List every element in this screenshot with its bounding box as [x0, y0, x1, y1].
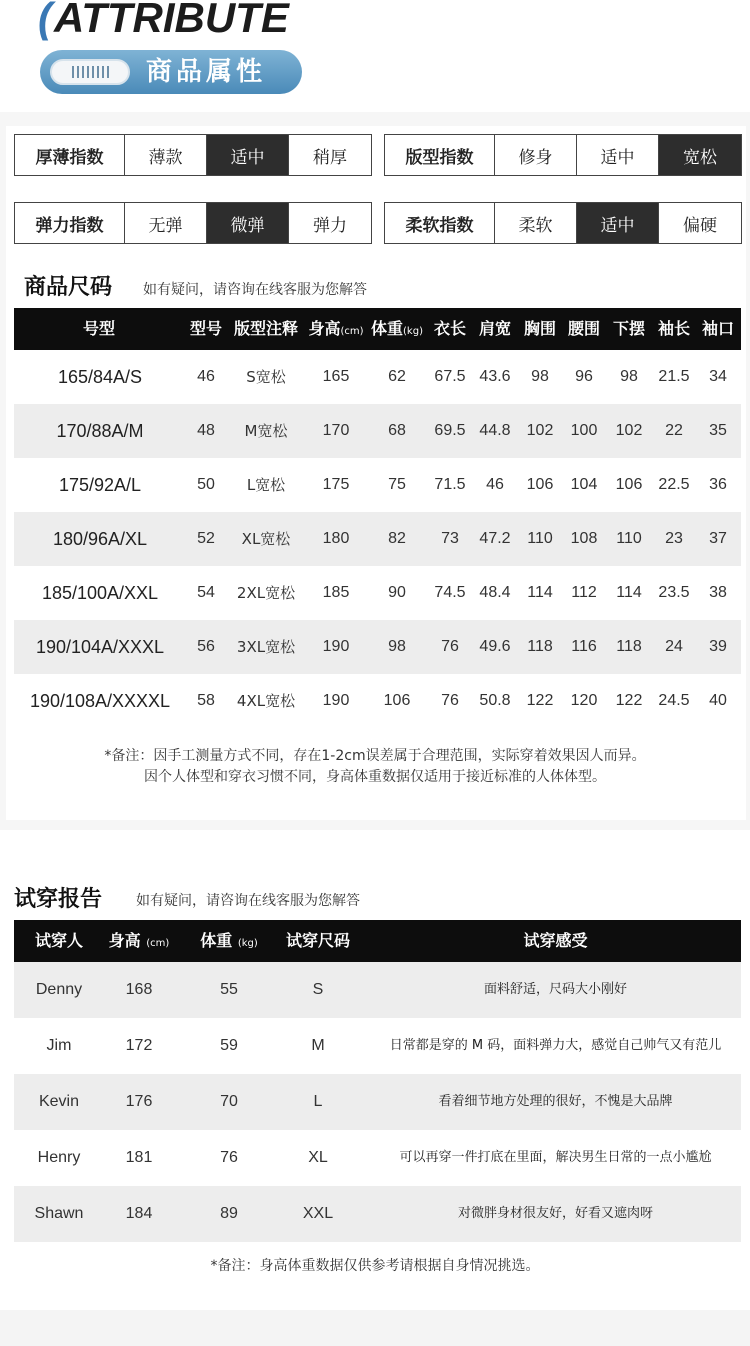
size-table-cell: 76 — [441, 638, 459, 655]
size-table-cell: XL宽松 — [241, 530, 291, 548]
size-table-cell: 22.5 — [658, 476, 690, 493]
size-table-cell: 36 — [709, 476, 727, 493]
size-table-row — [14, 458, 741, 512]
attr-label: 柔软指数 — [385, 203, 495, 243]
try-on-table-cell: 176 — [125, 1093, 153, 1110]
attr-softness — [384, 202, 742, 244]
size-table-cell: 3XL宽松 — [236, 638, 296, 656]
size-table-cell: 40 — [709, 692, 727, 709]
size-table-cell: S宽松 — [246, 368, 286, 386]
try-on-table-cell: 面料舒适，尺码大小刚好 — [483, 982, 627, 997]
try-on-table-row — [14, 1130, 741, 1186]
col-header: 号型 — [82, 319, 115, 338]
col-header: 袖长 — [657, 319, 690, 338]
col-header: 试穿人 — [34, 931, 83, 950]
size-table-cell: 112 — [571, 584, 597, 601]
attr-fit — [384, 134, 742, 176]
size-table-cell: 190 — [322, 692, 350, 709]
size-table-cell: 23 — [665, 530, 683, 547]
size-table-cell: 106 — [383, 692, 411, 709]
try-on-table-cell: 55 — [220, 981, 238, 998]
size-table-cell: 185/100A/XXL — [41, 583, 159, 603]
try-on-table-cell: 184 — [125, 1205, 153, 1222]
size-table-row — [14, 674, 741, 728]
try-on-table-cell: XL — [308, 1149, 328, 1166]
size-table-cell: 54 — [197, 584, 215, 601]
try-on-table-cell: Shawn — [34, 1205, 84, 1222]
try-on-table-cell: 看着细节地方处理的很好，不愧是大品牌 — [438, 1094, 673, 1109]
size-table-cell: 98 — [531, 368, 549, 385]
attr-option: 无弹 — [125, 203, 207, 243]
attr-thickness — [14, 134, 372, 176]
attr-option-selected: 适中 — [577, 203, 659, 243]
size-table-cell: 39 — [709, 638, 727, 655]
col-header: 体重(kg) — [371, 319, 423, 338]
size-table-cell: 114 — [616, 584, 642, 601]
attr-label: 版型指数 — [385, 135, 495, 175]
size-table-cell: 22 — [665, 422, 683, 439]
size-table-row — [14, 350, 741, 404]
size-table-cell: 98 — [388, 638, 406, 655]
try-on-table-cell: Henry — [37, 1149, 81, 1166]
size-table-row — [14, 566, 741, 620]
size-table-cell: 24.5 — [658, 692, 690, 709]
size-table-cell: 73 — [441, 530, 459, 547]
size-table-cell: 118 — [527, 638, 553, 655]
try-on-table-cell: 对微胖身材很友好，好看又遮肉呀 — [457, 1206, 653, 1221]
size-table-cell: 170/88A/M — [56, 421, 144, 441]
try-on-table-row — [14, 1186, 741, 1242]
header-title-en: (ATTRIBUTE — [38, 0, 289, 41]
col-header: 腰围 — [567, 319, 600, 338]
size-table-cell: 43.6 — [479, 368, 511, 385]
try-on-subtitle: 如有疑问，请咨询在线客服为您解答 — [136, 893, 360, 909]
size-table-cell: 48 — [197, 422, 215, 439]
size-table-cell: 21.5 — [658, 368, 690, 385]
try-on-table-cell: Jim — [46, 1037, 72, 1054]
attr-option: 修身 — [495, 135, 577, 175]
try-on-table-cell: L — [313, 1093, 323, 1110]
attr-label: 弹力指数 — [15, 203, 125, 243]
size-table-cell: 75 — [388, 476, 406, 493]
size-table-cell: 100 — [570, 422, 598, 439]
size-table-cell: 175 — [322, 476, 350, 493]
size-table-cell: 110 — [527, 530, 553, 547]
size-table-cell: 76 — [441, 692, 459, 709]
size-table-cell: 50.8 — [479, 692, 511, 709]
size-table-cell: 23.5 — [658, 584, 690, 601]
page-header — [0, 0, 750, 112]
attr-option: 偏硬 — [683, 215, 717, 236]
try-on-table-cell: M — [311, 1037, 325, 1054]
size-table-cell: 71.5 — [434, 476, 466, 493]
size-table-cell: 52 — [197, 530, 215, 547]
attr-option-selected: 微弹 — [207, 203, 289, 243]
col-header: 试穿感受 — [523, 931, 588, 950]
size-table-cell: 106 — [526, 476, 554, 493]
size-table-cell: 24 — [665, 638, 683, 655]
size-table-cell: 46 — [486, 476, 504, 493]
try-on-table-cell: 89 — [220, 1205, 238, 1222]
size-note-1: *备注：因手工测量方式不同，存在1-2cm误差属于合理范围，实际穿着效果因人而异。 — [104, 748, 646, 764]
size-table-cell: 108 — [570, 530, 598, 547]
try-on-note: *备注：身高体重数据仅供参考请根据自身情况挑选。 — [210, 1258, 540, 1274]
size-table-cell: 170 — [322, 422, 350, 439]
size-table-cell: 122 — [526, 692, 554, 709]
size-table-cell: 82 — [388, 530, 406, 547]
col-header: 衣长 — [433, 319, 466, 338]
col-header: 型号 — [189, 319, 222, 338]
try-on-table-cell: 可以再穿一件打底在里面，解决男生日常的一点小尴尬 — [399, 1150, 712, 1165]
size-table-cell: 62 — [388, 368, 406, 385]
size-table-cell: 46 — [197, 368, 215, 385]
size-table-cell: 34 — [709, 368, 727, 385]
size-table-cell: 185 — [322, 584, 350, 601]
attr-option: 稍厚 — [313, 147, 347, 168]
size-table-cell: 56 — [197, 638, 215, 655]
attr-label: 厚薄指数 — [15, 135, 125, 175]
try-on-table-cell: Denny — [35, 981, 83, 998]
col-header: 版型注释 — [233, 319, 298, 338]
try-on-table-cell: S — [312, 981, 324, 998]
try-on-table-header — [14, 920, 741, 962]
try-on-table-row — [14, 1074, 741, 1130]
attr-option: 薄款 — [125, 135, 207, 175]
size-table-cell: 102 — [615, 422, 643, 439]
size-table-cell: 96 — [575, 368, 593, 385]
size-table-row — [14, 404, 741, 458]
size-table-header — [14, 308, 741, 350]
size-chart-subtitle: 如有疑问，请咨询在线客服为您解答 — [143, 282, 367, 298]
header-title-cn: 商品属性 — [146, 57, 267, 87]
size-table-cell: 165 — [322, 368, 350, 385]
size-table-cell: 74.5 — [434, 584, 466, 601]
size-table-cell: 38 — [709, 584, 727, 601]
size-table-cell: 190 — [322, 638, 350, 655]
size-table-cell: 106 — [615, 476, 643, 493]
size-table-cell: 50 — [197, 476, 215, 493]
try-on-table-cell: XXL — [302, 1205, 334, 1222]
size-section — [0, 112, 750, 830]
size-table-cell: 35 — [709, 422, 727, 439]
header-badge — [40, 50, 302, 94]
try-on-table-cell: 70 — [220, 1093, 238, 1110]
size-table-row — [14, 620, 741, 674]
try-on-table-cell: Kevin — [38, 1093, 80, 1110]
size-table-cell: 190/104A/XXXL — [35, 637, 165, 657]
size-table-cell: 44.8 — [479, 422, 511, 439]
try-on-table-cell: 168 — [125, 981, 153, 998]
try-on-table-cell: 172 — [125, 1037, 153, 1054]
try-on-section — [0, 830, 750, 1346]
size-table-cell: 110 — [616, 530, 642, 547]
attr-option-selected: 宽松 — [659, 135, 741, 175]
attr-option: 柔软 — [495, 203, 577, 243]
col-header: 体重 (kg) — [200, 931, 258, 950]
col-header: 身高(cm) — [308, 319, 364, 338]
size-table-row — [14, 512, 741, 566]
size-table-cell: 116 — [571, 638, 597, 655]
try-on-title: 试穿报告 — [14, 887, 103, 912]
col-header: 胸围 — [523, 319, 556, 338]
col-header: 身高 (cm) — [108, 931, 170, 950]
size-table-cell: 180/96A/XL — [52, 529, 148, 549]
attr-option: 弹力 — [313, 215, 347, 236]
attr-elasticity — [14, 202, 372, 244]
size-table-cell: 180 — [322, 530, 350, 547]
try-on-table-row — [14, 962, 741, 1018]
size-table-cell: 120 — [570, 692, 598, 709]
size-table-cell: 58 — [197, 692, 215, 709]
size-table-cell: 37 — [709, 530, 727, 547]
size-table-cell: 49.6 — [479, 638, 511, 655]
size-table-cell: 175/92A/L — [58, 475, 142, 495]
size-note-2: 因个人体型和穿衣习惯不同，身高体重数据仅适用于接近标准的人体体型。 — [144, 769, 606, 785]
size-table-cell: L宽松 — [246, 476, 286, 494]
size-table-cell: 67.5 — [434, 368, 466, 385]
size-table-cell: 90 — [388, 584, 406, 601]
attr-option: 适中 — [577, 135, 659, 175]
col-header: 肩宽 — [478, 319, 511, 338]
attr-option-selected: 适中 — [207, 135, 289, 175]
size-table-cell: 190/108A/XXXXL — [29, 691, 171, 711]
try-on-table-cell: 日常都是穿的 M 码，面料弹力大，感觉自己帅气又有范儿 — [389, 1038, 722, 1053]
size-table-cell: 47.2 — [479, 530, 511, 547]
size-table-cell: 118 — [616, 638, 642, 655]
size-table-cell: 68 — [388, 422, 406, 439]
size-table-cell: 48.4 — [479, 584, 511, 601]
size-table-cell: 165/84A/S — [57, 367, 143, 387]
capsule-icon — [50, 59, 130, 85]
size-table-cell: 114 — [527, 584, 553, 601]
try-on-table-row — [14, 1018, 741, 1074]
size-table-cell: 122 — [615, 692, 643, 709]
size-table-cell: 104 — [570, 476, 598, 493]
col-header: 下摆 — [612, 319, 645, 338]
col-header: 试穿尺码 — [285, 931, 350, 950]
size-chart-title: 商品尺码 — [24, 275, 113, 300]
size-table-cell: 69.5 — [434, 422, 466, 439]
col-header: 袖口 — [701, 319, 734, 338]
size-table-cell: M宽松 — [244, 422, 288, 440]
try-on-table-cell: 76 — [220, 1149, 238, 1166]
size-table-cell: 4XL宽松 — [236, 692, 296, 710]
size-table-cell: 102 — [526, 422, 554, 439]
try-on-table-cell: 181 — [125, 1149, 153, 1166]
footer-band — [0, 1310, 750, 1346]
try-on-table-cell: 59 — [220, 1037, 238, 1054]
size-table-cell: 2XL宽松 — [236, 584, 296, 602]
size-table-cell: 98 — [620, 368, 638, 385]
